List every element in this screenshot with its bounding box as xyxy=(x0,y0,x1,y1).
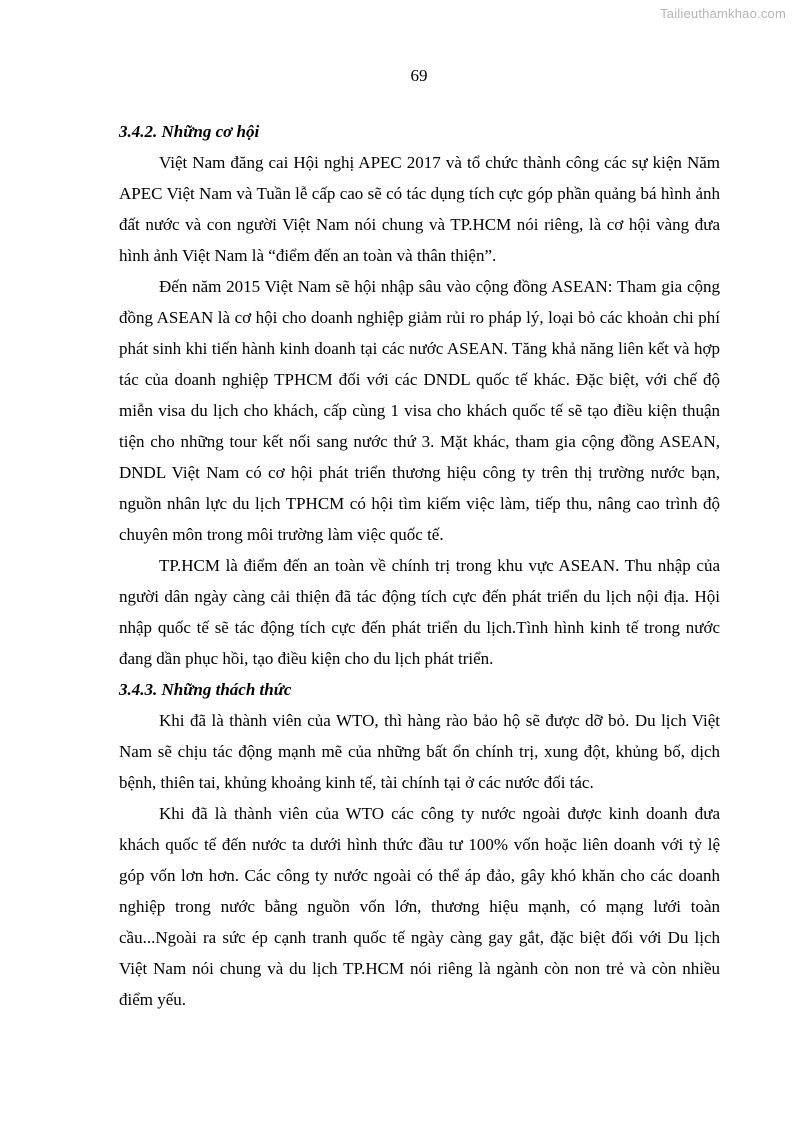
watermark-text: Tailieuthamkhao.com xyxy=(660,6,786,21)
paragraph: TP.HCM là điểm đến an toàn về chính trị trong khu vực ASEAN. Thu nhập của người dân ngày càng cải thiện đã tác động tích cực đến phát triển du lịch nội địa. Hội nhập quốc tế sẽ tác động tích cực đến phát triển du lịch.Tình hình kinh tế trong nước đang dần phục hồi, tạo điều kiện cho du lịch phát triển. xyxy=(119,556,720,668)
section-opportunities xyxy=(119,116,720,674)
paragraph: Khi đã là thành viên của WTO, thì hàng rào bảo hộ sẽ được dỡ bỏ. Du lịch Việt Nam sẽ chịu tác động mạnh mẽ của những bất ổn chính trị, xung đột, khủng bố, dịch bệnh, thiên tai, khủng khoảng kinh tế, tài chính tại ở các nước đối tác. xyxy=(119,711,720,792)
page-number: 69 xyxy=(410,66,428,85)
section-heading: 3.4.3. Những thách thức xyxy=(119,680,292,699)
section-heading: 3.4.2. Những cơ hội xyxy=(119,122,260,141)
section-challenges xyxy=(119,674,720,1015)
document-body xyxy=(119,116,720,1015)
paragraph: Đến năm 2015 Việt Nam sẽ hội nhập sâu vào cộng đồng ASEAN: Tham gia cộng đồng ASEAN là cơ hội cho doanh nghiệp giảm rủi ro pháp lý, loại bỏ các khoản chi phí phát sinh khi tiến hành kinh doanh tại các nước ASEAN. Tăng khả năng liên kết và hợp tác của doanh nghiệp TPHCM đối với các DNDL quốc tế khác. Đặc biệt, với chế độ miễn visa du lịch cho khách, cấp cùng 1 visa cho khách quốc tế sẽ tạo điều kiện thuận tiện cho những tour kết nối sang nước thứ 3. Mặt khác, tham gia cộng đồng ASEAN, DNDL Việt Nam có cơ hội phát triển thương hiệu công ty trên thị trường nước bạn, nguồn nhân lực du lịch TPHCM có hội tìm kiếm việc làm, tiếp thu, nâng cao trình độ chuyên môn trong môi trường làm việc quốc tế. xyxy=(119,277,720,544)
paragraph: Khi đã là thành viên của WTO các công ty nước ngoài được kinh doanh đưa khách quốc tế đến nước ta dưới hình thức đầu tư 100% vốn hoặc liên doanh với tỷ lệ góp vốn lơn hơn. Các công ty nước ngoài có thể áp đảo, gây khó khăn cho các doanh nghiệp trong nước bằng nguồn vốn lớn, thương hiệu mạnh, có mạng lưới toàn cầu...Ngoài ra sức ép cạnh tranh quốc tế ngày càng gay gắt, đặc biệt đối với Du lịch Việt Nam nói chung và du lịch TP.HCM nói riêng là ngành còn non trẻ và còn nhiều điểm yếu. xyxy=(119,804,720,1009)
paragraph: Việt Nam đăng cai Hội nghị APEC 2017 và tổ chức thành công các sự kiện Năm APEC Việt Nam và Tuần lễ cấp cao sẽ có tác dụng tích cực góp phần quảng bá hình ảnh đất nước và con người Việt Nam nói chung và TP.HCM nói riêng, là cơ hội vàng đưa hình ảnh Việt Nam là “điểm đến an toàn và thân thiện”. xyxy=(119,153,720,265)
